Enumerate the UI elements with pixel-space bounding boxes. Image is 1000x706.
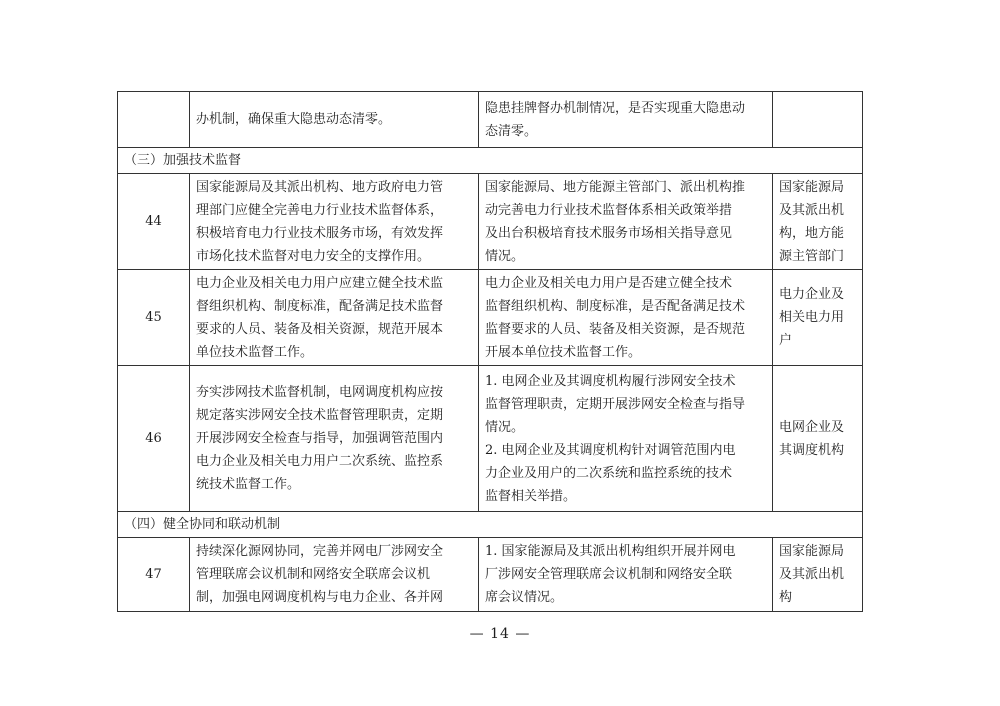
requirement-line: 开展涉网安全检查与指导，加强调管范围内 <box>196 431 444 446</box>
check-cell <box>479 174 773 270</box>
requirement-line: 国家能源局及其派出机构、地方政府电力管 <box>196 179 444 195</box>
table-row-continued <box>118 92 863 148</box>
check-line: 监督组织机构、制度标准，是否配备满足技术 <box>485 298 746 314</box>
requirement-cell <box>190 174 479 270</box>
page-number: — 14 — <box>469 626 531 642</box>
requirement-line: 办机制，确保重大隐患动态清零。 <box>196 112 392 127</box>
check-line: 电力企业及相关电力用户是否建立健全技术 <box>485 275 733 291</box>
requirement-cell <box>190 538 479 612</box>
check-line: 力企业及用户的二次系统和监控系统的技术 <box>485 465 733 481</box>
party-cell <box>773 92 863 148</box>
table-row-45 <box>118 270 863 366</box>
row-number-cell <box>118 92 190 148</box>
check-line: 监督管理职责，定期开展涉网安全检查与指导 <box>485 396 746 412</box>
supervision-table <box>117 91 863 612</box>
requirement-line: 持续深化源网协同，完善并网电厂涉网安全 <box>196 544 444 559</box>
table-row-47 <box>118 538 863 612</box>
row-number: 47 <box>118 538 190 612</box>
table-row-46 <box>118 366 863 512</box>
check-line: 国家能源局、地方能源主管部门、派出机构推 <box>485 179 746 195</box>
check-line: 态清零。 <box>485 123 538 139</box>
check-line: 监督要求的人员、装备及相关资源，是否规范 <box>485 321 746 337</box>
requirement-line: 积极培育电力行业技术服务市场，有效发挥 <box>196 225 444 241</box>
check-line: 2. 电网企业及其调度机构针对调管范围内电 <box>485 442 736 458</box>
check-line: 隐患挂牌督办机制情况，是否实现重大隐患动 <box>485 100 746 116</box>
requirement-line: 夯实涉网技术监督机制，电网调度机构应按 <box>196 385 444 400</box>
requirement-line: 要求的人员、装备及相关资源，规范开展本 <box>196 321 444 337</box>
check-line: 监督相关举措。 <box>485 488 577 504</box>
requirement-line: 规定落实涉网安全技术监督管理职责，定期 <box>196 408 444 423</box>
requirement-line: 督组织机构、制度标准，配备满足技术监督 <box>196 298 444 314</box>
check-line: 情况。 <box>485 248 525 264</box>
check-line: 厂涉网安全管理联席会议机制和网络安全联 <box>485 567 733 582</box>
row-number: 44 <box>118 174 190 270</box>
check-cell <box>479 366 773 512</box>
requirement-line: 统技术监督工作。 <box>196 477 301 492</box>
check-line: 席会议情况。 <box>485 590 564 605</box>
section-heading: （三）加强技术监督 <box>118 148 863 174</box>
requirement-cell <box>190 92 479 148</box>
section-heading: （四）健全协同和联动机制 <box>118 512 863 538</box>
requirement-line: 市场化技术监督对电力安全的支撑作用。 <box>196 248 431 264</box>
responsible-party: 电力企业及相关电力用户 <box>773 270 863 366</box>
check-cell <box>479 270 773 366</box>
section-heading-row <box>118 512 863 538</box>
check-line: 开展本单位技术监督工作。 <box>485 344 642 360</box>
requirement-line: 电力企业及相关电力用户二次系统、监控系 <box>196 454 444 469</box>
requirement-line: 理部门应健全完善电力行业技术监督体系， <box>196 202 444 218</box>
requirement-line: 制，加强电网调度机构与电力企业、各并网 <box>196 590 444 605</box>
responsible-party: 国家能源局及其派出机构，地方能源主管部门 <box>773 174 863 270</box>
section-heading-row <box>118 148 863 174</box>
row-number: 46 <box>118 366 190 512</box>
row-number: 45 <box>118 270 190 366</box>
responsible-party: 电网企业及其调度机构 <box>773 366 863 512</box>
requirement-cell <box>190 270 479 366</box>
requirement-line: 管理联席会议机制和网络安全联席会议机 <box>196 567 431 582</box>
requirement-line: 电力企业及相关电力用户应建立健全技术监 <box>196 275 444 291</box>
check-line: 1. 国家能源局及其派出机构组织开展并网电 <box>485 544 736 559</box>
requirement-cell <box>190 366 479 512</box>
check-line: 及出台积极培育技术服务市场相关指导意见 <box>485 225 733 241</box>
requirement-line: 单位技术监督工作。 <box>196 344 314 360</box>
check-line: 情况。 <box>485 419 525 435</box>
check-line: 1. 电网企业及其调度机构履行涉网安全技术 <box>485 373 736 389</box>
table-row-44 <box>118 174 863 270</box>
responsible-party: 国家能源局及其派出机构 <box>773 538 863 612</box>
check-cell <box>479 92 773 148</box>
check-cell <box>479 538 773 612</box>
check-line: 动完善电力行业技术监督体系相关政策举措 <box>485 202 733 218</box>
